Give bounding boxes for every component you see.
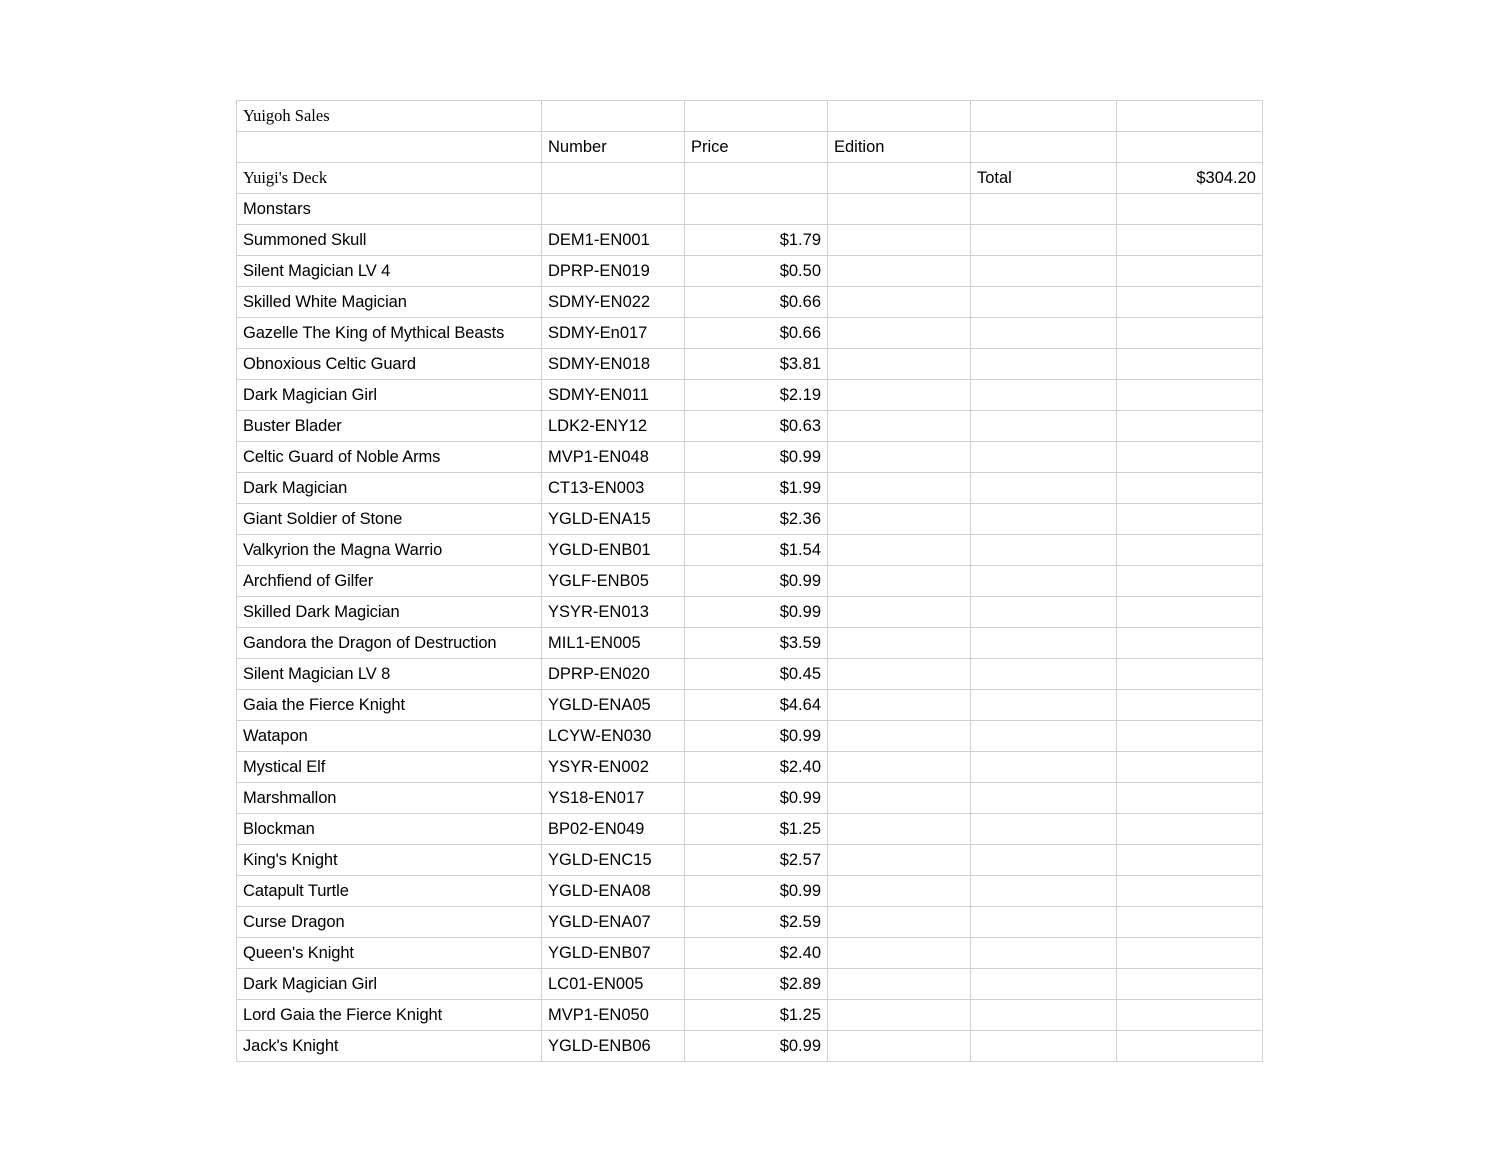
empty-cell[interactable] [971, 1031, 1117, 1062]
table-row-title [237, 101, 1263, 132]
card-price[interactable]: $2.19 [685, 380, 828, 411]
empty-cell[interactable] [1117, 938, 1263, 969]
card-price[interactable]: $0.99 [685, 721, 828, 752]
card-name[interactable]: Marshmallon [237, 783, 542, 814]
card-number[interactable]: DPRP-EN019 [542, 256, 685, 287]
empty-cell[interactable] [1117, 1031, 1263, 1062]
table-row [237, 969, 1263, 1000]
card-name[interactable]: Dark Magician [237, 473, 542, 504]
empty-cell[interactable] [828, 101, 971, 132]
card-number[interactable]: YGLD-ENB06 [542, 1031, 685, 1062]
table-row [237, 380, 1263, 411]
table-row [237, 690, 1263, 721]
empty-cell[interactable] [1117, 721, 1263, 752]
empty-cell[interactable] [685, 194, 828, 225]
card-price[interactable]: $1.25 [685, 1000, 828, 1031]
table-row [237, 1000, 1263, 1031]
card-name[interactable]: Gazelle The King of Mythical Beasts [237, 318, 542, 349]
table-row [237, 907, 1263, 938]
table-row-deck [237, 163, 1263, 194]
table-row [237, 256, 1263, 287]
table-body [237, 101, 1263, 1062]
total-value: $304.20 [1117, 163, 1263, 194]
empty-cell[interactable] [1117, 876, 1263, 907]
total-label: Total [971, 163, 1117, 194]
table-row [237, 442, 1263, 473]
card-price[interactable]: $1.79 [685, 225, 828, 256]
empty-cell[interactable] [237, 132, 542, 163]
card-price[interactable]: $0.99 [685, 783, 828, 814]
empty-cell[interactable] [971, 287, 1117, 318]
card-name[interactable]: Watapon [237, 721, 542, 752]
card-edition[interactable] [828, 473, 971, 504]
sales-table [236, 100, 1263, 1062]
card-name[interactable]: Skilled White Magician [237, 287, 542, 318]
empty-cell[interactable] [1117, 535, 1263, 566]
card-edition[interactable] [828, 907, 971, 938]
empty-cell[interactable] [542, 194, 685, 225]
empty-cell[interactable] [1117, 256, 1263, 287]
card-edition[interactable] [828, 659, 971, 690]
table-row [237, 876, 1263, 907]
card-name[interactable]: Celtic Guard of Noble Arms [237, 442, 542, 473]
empty-cell[interactable] [971, 566, 1117, 597]
card-edition[interactable] [828, 225, 971, 256]
card-price[interactable]: $0.99 [685, 566, 828, 597]
empty-cell[interactable] [971, 349, 1117, 380]
card-name[interactable]: Summoned Skull [237, 225, 542, 256]
empty-cell[interactable] [971, 380, 1117, 411]
card-price[interactable]: $3.81 [685, 349, 828, 380]
card-name[interactable]: Dark Magician Girl [237, 969, 542, 1000]
empty-cell[interactable] [1117, 442, 1263, 473]
card-edition[interactable] [828, 628, 971, 659]
card-number[interactable]: SDMY-EN022 [542, 287, 685, 318]
empty-cell[interactable] [685, 163, 828, 194]
card-number[interactable]: YGLD-ENB07 [542, 938, 685, 969]
card-name[interactable]: Blockman [237, 814, 542, 845]
card-price[interactable]: $0.63 [685, 411, 828, 442]
empty-cell[interactable] [971, 411, 1117, 442]
card-edition[interactable] [828, 318, 971, 349]
empty-cell[interactable] [971, 535, 1117, 566]
empty-cell[interactable] [1117, 814, 1263, 845]
card-edition[interactable] [828, 1031, 971, 1062]
card-name[interactable]: Queen's Knight [237, 938, 542, 969]
card-edition[interactable] [828, 938, 971, 969]
empty-cell[interactable] [971, 1000, 1117, 1031]
card-price[interactable]: $0.66 [685, 318, 828, 349]
empty-cell[interactable] [1117, 752, 1263, 783]
empty-cell[interactable] [971, 938, 1117, 969]
card-edition[interactable] [828, 256, 971, 287]
empty-cell[interactable] [1117, 132, 1263, 163]
card-number[interactable]: YGLD-ENA07 [542, 907, 685, 938]
card-number[interactable]: MVP1-EN050 [542, 1000, 685, 1031]
column-header-number: Number [542, 132, 685, 163]
empty-cell[interactable] [1117, 318, 1263, 349]
empty-cell[interactable] [1117, 566, 1263, 597]
table-row [237, 938, 1263, 969]
card-price[interactable]: $0.50 [685, 256, 828, 287]
card-edition[interactable] [828, 876, 971, 907]
empty-cell[interactable] [1117, 101, 1263, 132]
card-number[interactable]: SDMY-EN011 [542, 380, 685, 411]
table-row-section [237, 194, 1263, 225]
card-price[interactable]: $1.99 [685, 473, 828, 504]
card-price[interactable]: $2.40 [685, 938, 828, 969]
card-name[interactable]: Skilled Dark Magician [237, 597, 542, 628]
card-number[interactable]: YSYR-EN013 [542, 597, 685, 628]
empty-cell[interactable] [971, 659, 1117, 690]
card-edition[interactable] [828, 969, 971, 1000]
card-name[interactable]: Gaia the Fierce Knight [237, 690, 542, 721]
empty-cell[interactable] [971, 225, 1117, 256]
empty-cell[interactable] [542, 101, 685, 132]
column-header-price: Price [685, 132, 828, 163]
empty-cell[interactable] [1117, 194, 1263, 225]
card-number[interactable]: SDMY-En017 [542, 318, 685, 349]
card-name[interactable]: Dark Magician Girl [237, 380, 542, 411]
empty-cell[interactable] [971, 969, 1117, 1000]
table-row [237, 814, 1263, 845]
card-name[interactable]: Gandora the Dragon of Destruction [237, 628, 542, 659]
card-number[interactable]: LCYW-EN030 [542, 721, 685, 752]
card-edition[interactable] [828, 597, 971, 628]
card-edition[interactable] [828, 349, 971, 380]
empty-cell[interactable] [1117, 504, 1263, 535]
table-row [237, 628, 1263, 659]
card-number[interactable]: DEM1-EN001 [542, 225, 685, 256]
card-number[interactable]: YGLD-ENA08 [542, 876, 685, 907]
card-name[interactable]: Lord Gaia the Fierce Knight [237, 1000, 542, 1031]
card-price[interactable]: $1.54 [685, 535, 828, 566]
table-row-header [237, 132, 1263, 163]
card-price[interactable]: $2.89 [685, 969, 828, 1000]
table-row [237, 783, 1263, 814]
card-edition[interactable] [828, 721, 971, 752]
table-row [237, 535, 1263, 566]
spreadsheet-area [236, 100, 1262, 1062]
empty-cell[interactable] [971, 194, 1117, 225]
table-row [237, 225, 1263, 256]
card-number[interactable]: MIL1-EN005 [542, 628, 685, 659]
card-price[interactable]: $0.99 [685, 1031, 828, 1062]
card-name[interactable]: Obnoxious Celtic Guard [237, 349, 542, 380]
empty-cell[interactable] [971, 256, 1117, 287]
column-header-edition: Edition [828, 132, 971, 163]
empty-cell[interactable] [1117, 690, 1263, 721]
empty-cell[interactable] [1117, 907, 1263, 938]
card-edition[interactable] [828, 752, 971, 783]
card-number[interactable]: YGLF-ENB05 [542, 566, 685, 597]
empty-cell[interactable] [971, 845, 1117, 876]
card-number[interactable]: DPRP-EN020 [542, 659, 685, 690]
empty-cell[interactable] [1117, 380, 1263, 411]
card-name[interactable]: Archfiend of Gilfer [237, 566, 542, 597]
empty-cell[interactable] [1117, 225, 1263, 256]
empty-cell[interactable] [971, 597, 1117, 628]
card-price[interactable]: $0.99 [685, 876, 828, 907]
card-edition[interactable] [828, 287, 971, 318]
card-name[interactable]: Catapult Turtle [237, 876, 542, 907]
card-name[interactable]: Curse Dragon [237, 907, 542, 938]
empty-cell[interactable] [971, 814, 1117, 845]
table-row [237, 721, 1263, 752]
card-price[interactable]: $4.64 [685, 690, 828, 721]
table-row [237, 659, 1263, 690]
card-price[interactable]: $0.66 [685, 287, 828, 318]
empty-cell[interactable] [971, 473, 1117, 504]
empty-cell[interactable] [685, 101, 828, 132]
card-edition[interactable] [828, 535, 971, 566]
card-edition[interactable] [828, 380, 971, 411]
card-edition[interactable] [828, 566, 971, 597]
empty-cell[interactable] [971, 690, 1117, 721]
empty-cell[interactable] [1117, 473, 1263, 504]
empty-cell[interactable] [971, 442, 1117, 473]
card-name[interactable]: Buster Blader [237, 411, 542, 442]
card-price[interactable]: $0.99 [685, 442, 828, 473]
card-edition[interactable] [828, 504, 971, 535]
card-edition[interactable] [828, 442, 971, 473]
empty-cell[interactable] [971, 318, 1117, 349]
card-price[interactable]: $0.45 [685, 659, 828, 690]
empty-cell[interactable] [1117, 659, 1263, 690]
card-price[interactable]: $2.59 [685, 907, 828, 938]
table-row [237, 318, 1263, 349]
table-row [237, 349, 1263, 380]
deck-title: Yuigi's Deck [237, 163, 542, 194]
empty-cell[interactable] [1117, 349, 1263, 380]
card-number[interactable]: YGLD-ENB01 [542, 535, 685, 566]
card-name[interactable]: Mystical Elf [237, 752, 542, 783]
empty-cell[interactable] [971, 721, 1117, 752]
card-number[interactable]: MVP1-EN048 [542, 442, 685, 473]
empty-cell[interactable] [971, 504, 1117, 535]
empty-cell[interactable] [971, 752, 1117, 783]
empty-cell[interactable] [828, 194, 971, 225]
empty-cell[interactable] [971, 783, 1117, 814]
card-price[interactable]: $2.40 [685, 752, 828, 783]
card-price[interactable]: $0.99 [685, 597, 828, 628]
card-price[interactable]: $2.57 [685, 845, 828, 876]
card-edition[interactable] [828, 411, 971, 442]
card-number[interactable]: YGLD-ENA15 [542, 504, 685, 535]
table-row [237, 411, 1263, 442]
card-edition[interactable] [828, 690, 971, 721]
empty-cell[interactable] [1117, 287, 1263, 318]
table-row [237, 1031, 1263, 1062]
card-number[interactable]: YGLD-ENA05 [542, 690, 685, 721]
card-edition[interactable] [828, 845, 971, 876]
empty-cell[interactable] [971, 907, 1117, 938]
table-row [237, 597, 1263, 628]
card-name[interactable]: Silent Magician LV 4 [237, 256, 542, 287]
empty-cell[interactable] [542, 163, 685, 194]
card-name[interactable]: Giant Soldier of Stone [237, 504, 542, 535]
empty-cell[interactable] [1117, 597, 1263, 628]
table-row [237, 504, 1263, 535]
empty-cell[interactable] [971, 628, 1117, 659]
empty-cell[interactable] [971, 101, 1117, 132]
card-name[interactable]: King's Knight [237, 845, 542, 876]
empty-cell[interactable] [828, 163, 971, 194]
card-edition[interactable] [828, 783, 971, 814]
card-price[interactable]: $3.59 [685, 628, 828, 659]
card-name[interactable]: Jack's Knight [237, 1031, 542, 1062]
card-number[interactable]: LDK2-ENY12 [542, 411, 685, 442]
section-label: Monstars [237, 194, 542, 225]
card-edition[interactable] [828, 1000, 971, 1031]
sheet-title: Yuigoh Sales [237, 101, 542, 132]
card-name[interactable]: Silent Magician LV 8 [237, 659, 542, 690]
card-price[interactable]: $2.36 [685, 504, 828, 535]
empty-cell[interactable] [1117, 1000, 1263, 1031]
card-edition[interactable] [828, 814, 971, 845]
empty-cell[interactable] [1117, 969, 1263, 1000]
empty-cell[interactable] [971, 876, 1117, 907]
empty-cell[interactable] [1117, 845, 1263, 876]
card-number[interactable]: YGLD-ENC15 [542, 845, 685, 876]
table-row [237, 473, 1263, 504]
card-number[interactable]: LC01-EN005 [542, 969, 685, 1000]
card-number[interactable]: CT13-EN003 [542, 473, 685, 504]
empty-cell[interactable] [1117, 783, 1263, 814]
card-name[interactable]: Valkyrion the Magna Warrio [237, 535, 542, 566]
card-price[interactable]: $1.25 [685, 814, 828, 845]
card-number[interactable]: BP02-EN049 [542, 814, 685, 845]
empty-cell[interactable] [971, 132, 1117, 163]
empty-cell[interactable] [1117, 411, 1263, 442]
empty-cell[interactable] [1117, 628, 1263, 659]
card-number[interactable]: SDMY-EN018 [542, 349, 685, 380]
card-number[interactable]: YS18-EN017 [542, 783, 685, 814]
table-row [237, 287, 1263, 318]
table-row [237, 752, 1263, 783]
table-row [237, 566, 1263, 597]
card-number[interactable]: YSYR-EN002 [542, 752, 685, 783]
table-row [237, 845, 1263, 876]
